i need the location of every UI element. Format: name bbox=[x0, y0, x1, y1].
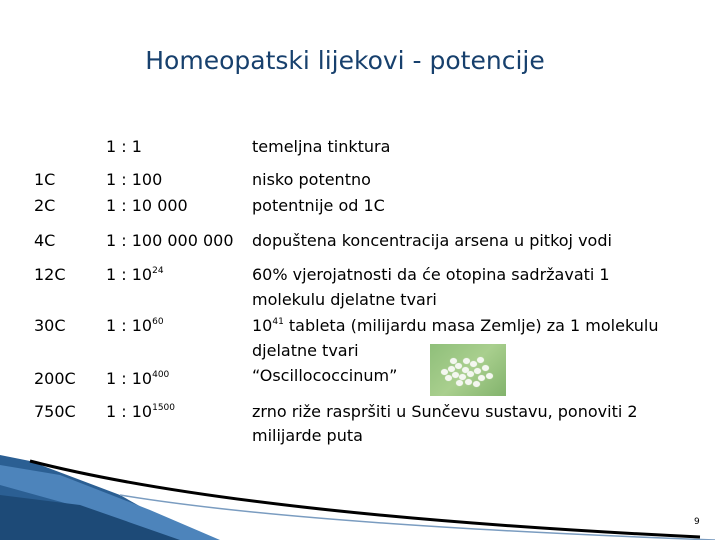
ratio-12c-exp: 24 bbox=[152, 266, 164, 276]
decorative-swoosh bbox=[0, 455, 720, 540]
ratio-4c: 1 : 100 000 000 bbox=[106, 231, 234, 250]
potency-12c: 12C bbox=[34, 265, 66, 284]
page-number: 9 bbox=[694, 517, 700, 527]
desc-12c-line2: molekulu djelatne tvari bbox=[252, 290, 437, 309]
pill bbox=[482, 365, 489, 371]
desc-30c-rest: tableta (milijardu masa Zemlje) za 1 molekulu bbox=[283, 316, 659, 335]
desc-750c-line2: milijarde puta bbox=[252, 426, 363, 445]
desc-tinktura: temeljna tinktura bbox=[252, 137, 391, 156]
pill bbox=[473, 381, 480, 387]
pill bbox=[470, 361, 477, 367]
pill bbox=[450, 358, 457, 364]
ratio-750c-exp: 1500 bbox=[152, 403, 176, 413]
pill bbox=[467, 371, 474, 377]
pill bbox=[441, 369, 448, 375]
pill bbox=[465, 379, 472, 385]
ratio-750c bbox=[106, 399, 175, 424]
pill bbox=[486, 373, 493, 379]
desc-4c: dopuštena koncentracija arsena u pitkoj vodi bbox=[252, 231, 612, 250]
ratio-200c-exp: 400 bbox=[152, 370, 170, 380]
potency-4c: 4C bbox=[34, 231, 56, 250]
pill bbox=[452, 372, 459, 378]
ratio-200c bbox=[106, 366, 169, 391]
ratio-1c: 1 : 100 bbox=[106, 170, 163, 189]
ratio-30c-exp: 60 bbox=[152, 317, 164, 327]
pill bbox=[445, 375, 452, 381]
potency-1c: 1C bbox=[34, 170, 56, 189]
potency-200c: 200C bbox=[34, 369, 76, 388]
ratio-12c-base: 1 : 10 bbox=[106, 265, 153, 284]
pill bbox=[478, 375, 485, 381]
pill bbox=[477, 357, 484, 363]
desc-200c: “Oscillococcinum” bbox=[252, 366, 398, 385]
ratio-2c: 1 : 10 000 bbox=[106, 196, 188, 215]
desc-2c: potentnije od 1C bbox=[252, 196, 385, 215]
pill bbox=[474, 368, 481, 374]
desc-30c-line2: djelatne tvari bbox=[252, 341, 359, 360]
potency-750c: 750C bbox=[34, 402, 76, 421]
ratio-200c-base: 1 : 10 bbox=[106, 369, 153, 388]
potency-30c: 30C bbox=[34, 316, 66, 335]
pill bbox=[456, 380, 463, 386]
ratio-1-1: 1 : 1 bbox=[106, 137, 142, 156]
ratio-750c-base: 1 : 10 bbox=[106, 402, 153, 421]
desc-750c-line1: zrno riže raspršiti u Sunčevu sustavu, ponoviti 2 bbox=[252, 402, 638, 421]
pills-image bbox=[430, 344, 506, 396]
desc-12c-line1: 60% vjerojatnosti da će otopina sadržavati 1 bbox=[252, 265, 610, 284]
desc-30c-exp: 41 bbox=[272, 317, 284, 327]
desc-1c: nisko potentno bbox=[252, 170, 371, 189]
pill bbox=[463, 358, 470, 364]
ratio-30c-base: 1 : 10 bbox=[106, 316, 153, 335]
ratio-12c bbox=[106, 262, 164, 287]
page-title: Homeopatski lijekovi - potencije bbox=[145, 46, 545, 75]
ratio-30c bbox=[106, 313, 164, 338]
desc-30c-base: 10 bbox=[252, 316, 273, 335]
potency-2c: 2C bbox=[34, 196, 56, 215]
desc-30c-line1 bbox=[252, 313, 658, 338]
pill bbox=[455, 363, 462, 369]
